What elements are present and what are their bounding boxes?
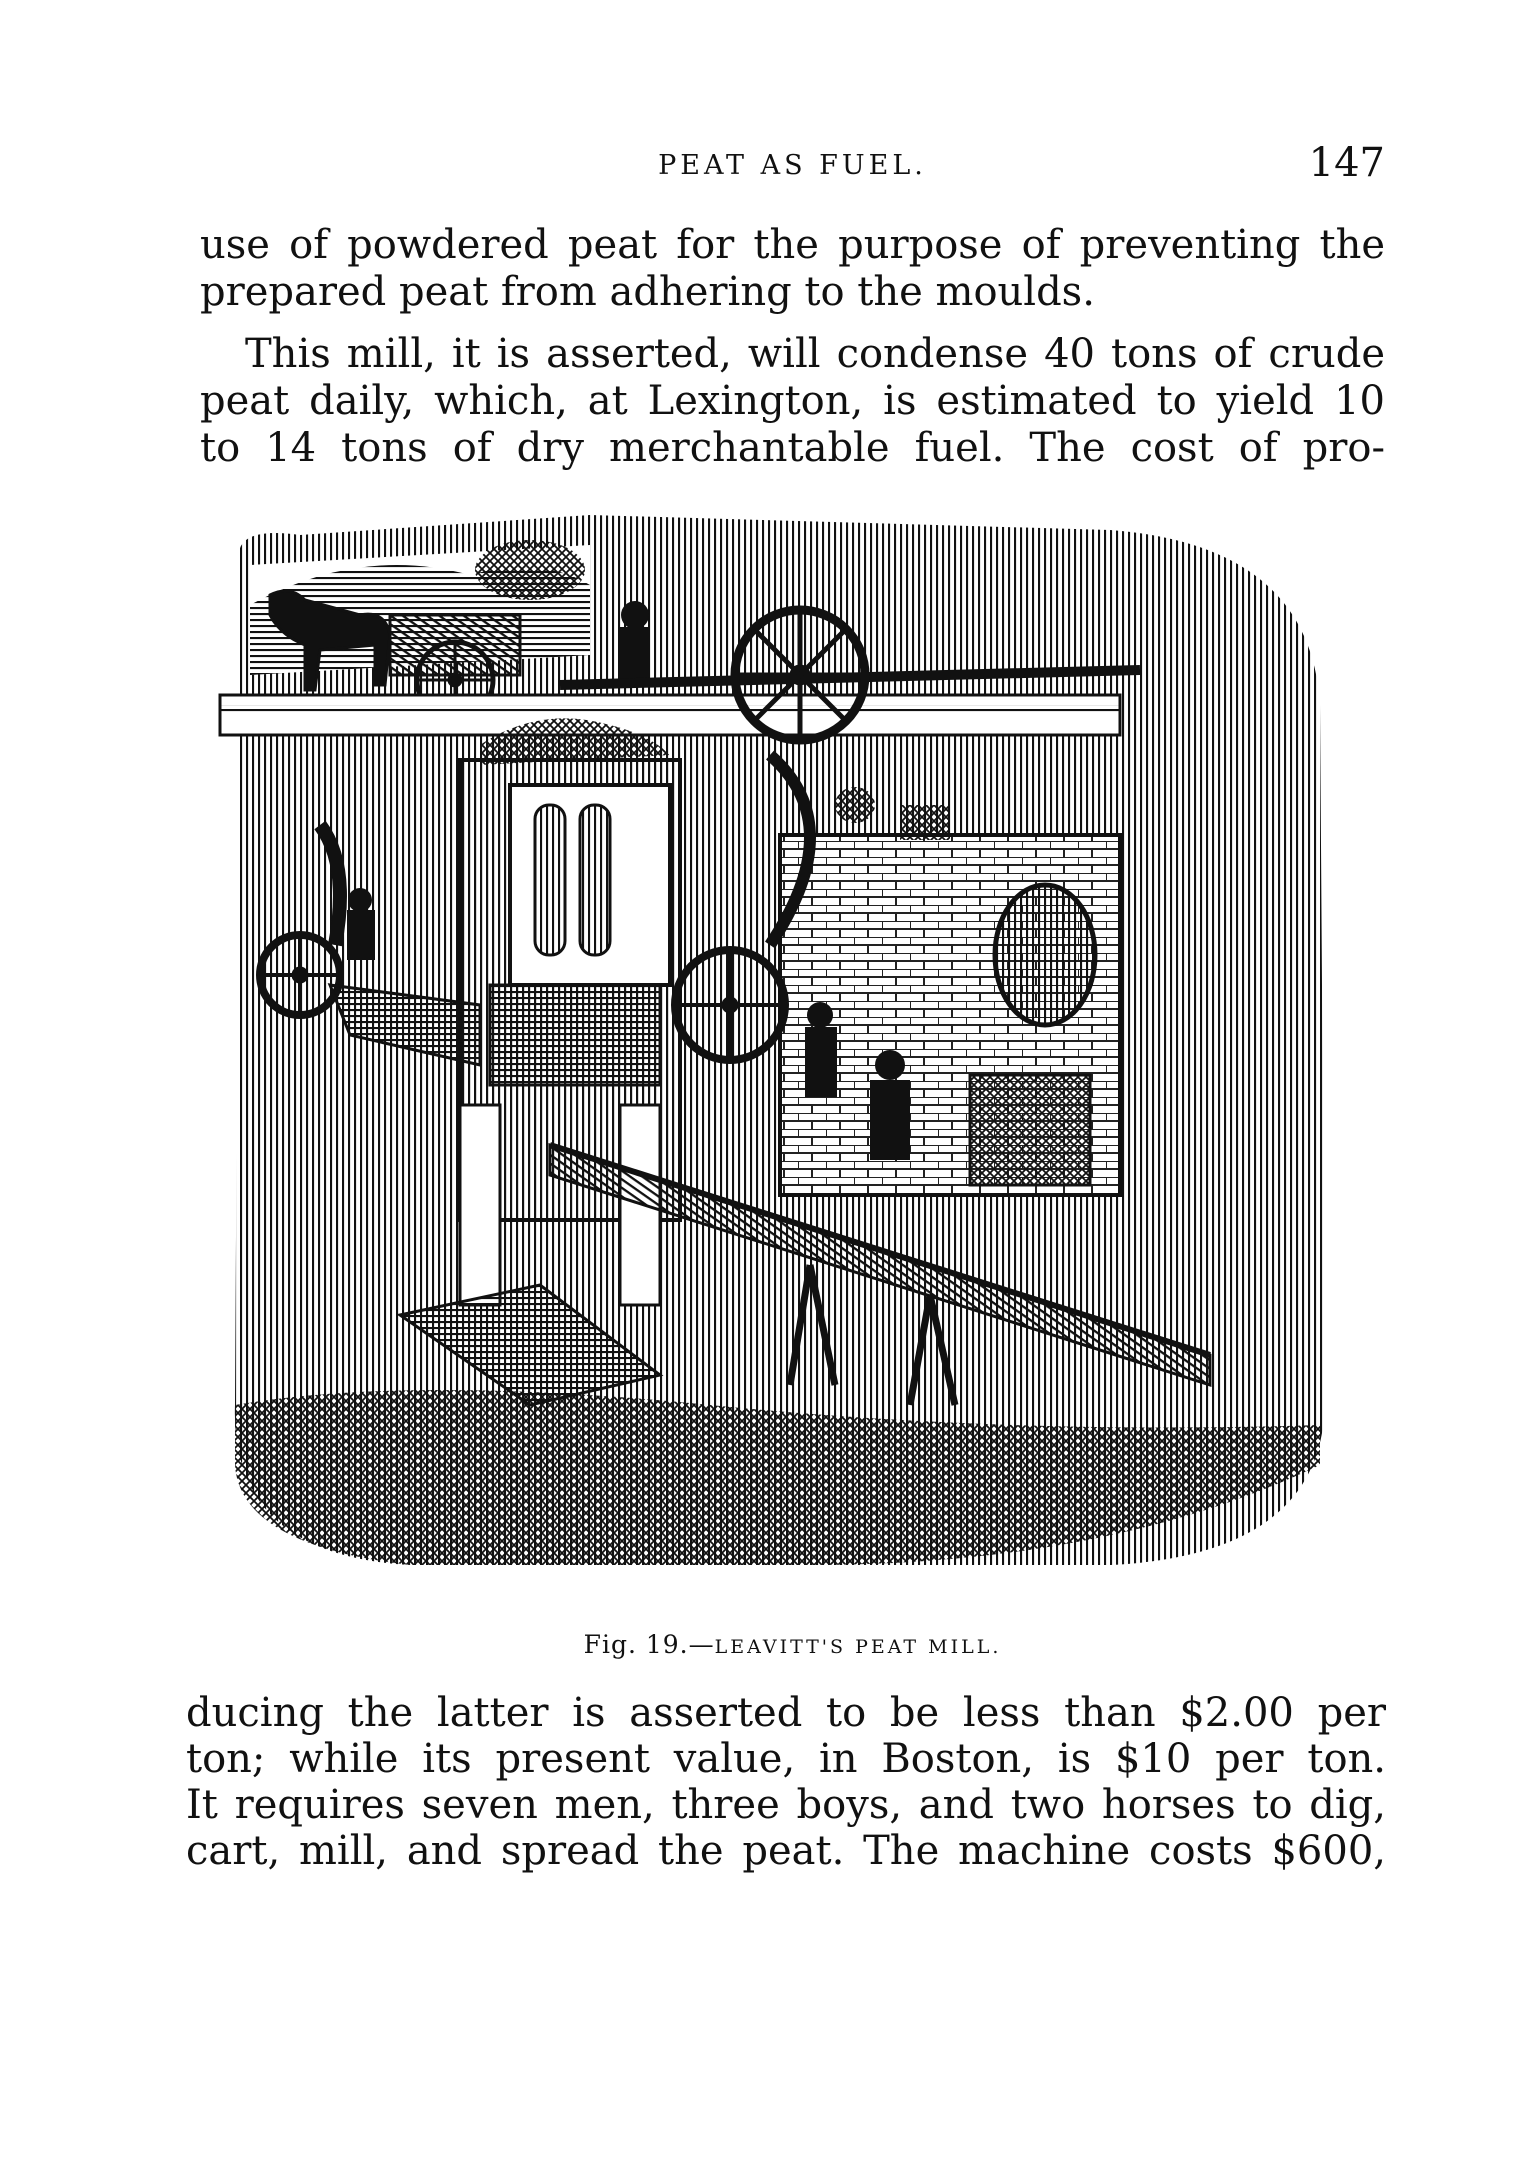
worker-left bbox=[347, 888, 375, 960]
text-line: ducing the latter is asserted to be less than $2.00 per bbox=[186, 1690, 1386, 1736]
peat-mill-illustration bbox=[210, 505, 1340, 1575]
text-line: cart, mill, and spread the peat. The machine costs $600, bbox=[186, 1828, 1386, 1874]
text-line: to 14 tons of dry merchantable fuel. The cost of pro- bbox=[200, 425, 1385, 471]
paragraph-1 bbox=[200, 222, 1385, 316]
text-line: peat daily, which, at Lexington, is estimated to yield 10 bbox=[200, 378, 1385, 424]
engraving-svg bbox=[210, 505, 1340, 1575]
paragraph-2 bbox=[200, 331, 1385, 472]
flywheel bbox=[735, 610, 865, 740]
page-header bbox=[200, 140, 1385, 200]
figure-caption bbox=[200, 1630, 1385, 1659]
caption-title: LEAVITT'S PEAT MILL. bbox=[714, 1636, 1002, 1658]
running-head: PEAT AS FUEL. bbox=[658, 150, 927, 181]
page-number: 147 bbox=[1308, 140, 1385, 186]
text-line: This mill, it is asserted, will condense 40 tons of crude bbox=[245, 331, 1385, 377]
text-line: prepared peat from adhering to the moulds. bbox=[200, 269, 1095, 315]
text-line: ton; while its present value, in Boston, is $10 per ton. bbox=[186, 1736, 1386, 1782]
caption-prefix: Fig. 19.— bbox=[583, 1630, 715, 1659]
text-line: use of powdered peat for the purpose of preventing the bbox=[200, 222, 1385, 268]
paragraph-3 bbox=[186, 1690, 1386, 1874]
text-line: It requires seven men, three boys, and two horses to dig, bbox=[186, 1782, 1386, 1828]
furnace-door-round bbox=[995, 885, 1095, 1025]
gear-wheel bbox=[675, 950, 785, 1060]
tree-clump bbox=[475, 540, 585, 600]
boiler-dome bbox=[835, 787, 875, 823]
worker-top bbox=[620, 601, 650, 682]
furnace-firebox bbox=[970, 1075, 1090, 1185]
left-pulley bbox=[260, 935, 340, 1015]
